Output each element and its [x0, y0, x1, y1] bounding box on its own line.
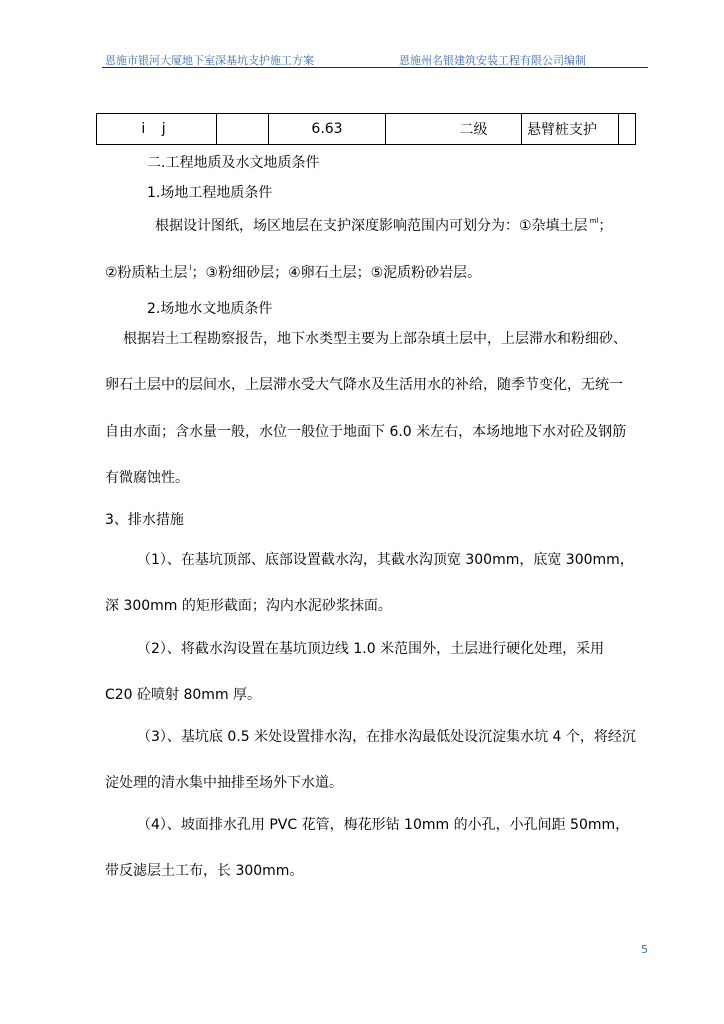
table-cell: [217, 114, 269, 145]
superscript: l: [189, 264, 192, 272]
table-cell: 6.63: [269, 114, 386, 145]
page-number: 5: [641, 943, 648, 956]
superscript: ml: [589, 217, 599, 225]
section-2-title: 二.工程地质及水文地质条件: [147, 155, 320, 171]
paragraph-text: ②粉质粘土层: [105, 265, 188, 281]
table-row: [97, 114, 636, 145]
header-company-name: 恩施州名银建筑安装工程有限公司编制: [399, 54, 586, 67]
paragraph-line: 自由水面；含水量一般，水位一般位于地面下 6.0 米左右，本场地地下水对砼及钢筋: [105, 424, 627, 440]
table-cell: [619, 114, 636, 145]
paragraph-text: 根据设计图纸，场区地层在支护深度影响范围内可划分为：①杂填土层: [155, 218, 588, 234]
paragraph-text: ；: [598, 218, 613, 234]
table-cell: 悬臂桩支护: [522, 114, 619, 145]
header-rule: [102, 67, 648, 68]
paragraph-line: 有微腐蚀性。: [105, 470, 189, 486]
paragraph-line: （3）、基坑底 0.5 米处设置排水沟，在排水沟最低处设沉淀集水坑 4 个，将经沉: [137, 729, 636, 745]
paragraph-line: （1）、在基坑顶部、底部设置截水沟，其截水沟顶宽 300mm，底宽 300mm，: [137, 552, 634, 568]
paragraph-line: [105, 259, 481, 282]
paragraph-line: 根据岩土工程勘察报告，地下水类型主要为上部杂填土层中，上层滞水和粉细砂、: [123, 331, 627, 347]
subsection-2-title: 2.场地水文地质条件: [147, 301, 273, 317]
paragraph-line: （4）、坡面排水孔用 PVC 花管，梅花形钻 10mm 的小孔，小孔间距 50mm，: [137, 817, 630, 833]
paragraph-line: 带反滤层土工布，长 300mm。: [105, 863, 304, 879]
paragraph-line: [155, 212, 612, 235]
paragraph-line: 深 300mm 的矩形截面；沟内水泥砂浆抹面。: [105, 598, 392, 614]
paragraph-line: （2）、将截水沟设置在基坑顶边线 1.0 米范围外，土层进行硬化处理，采用: [137, 641, 605, 657]
paragraph-text: ；③粉细砂层；④卵石土层；⑤泥质粉砂岩层。: [191, 265, 482, 281]
support-table: [96, 113, 636, 145]
table-cell: i j: [97, 114, 217, 145]
table-cell: 二级: [386, 114, 522, 145]
subsection-1-title: 1.场地工程地质条件: [147, 185, 273, 201]
header-document-title: 恩施市银河大厦地下室深基坑支护施工方案: [105, 54, 314, 67]
paragraph-line: C20 砼喷射 80mm 厚。: [105, 687, 262, 703]
paragraph-line: 卵石土层中的层间水，上层滞水受大气降水及生活用水的补给，随季节变化，无统一: [105, 377, 623, 393]
paragraph-line: 淀处理的清水集中抽排至场外下水道。: [105, 775, 343, 791]
section-3-title: 3、排水措施: [105, 512, 184, 528]
